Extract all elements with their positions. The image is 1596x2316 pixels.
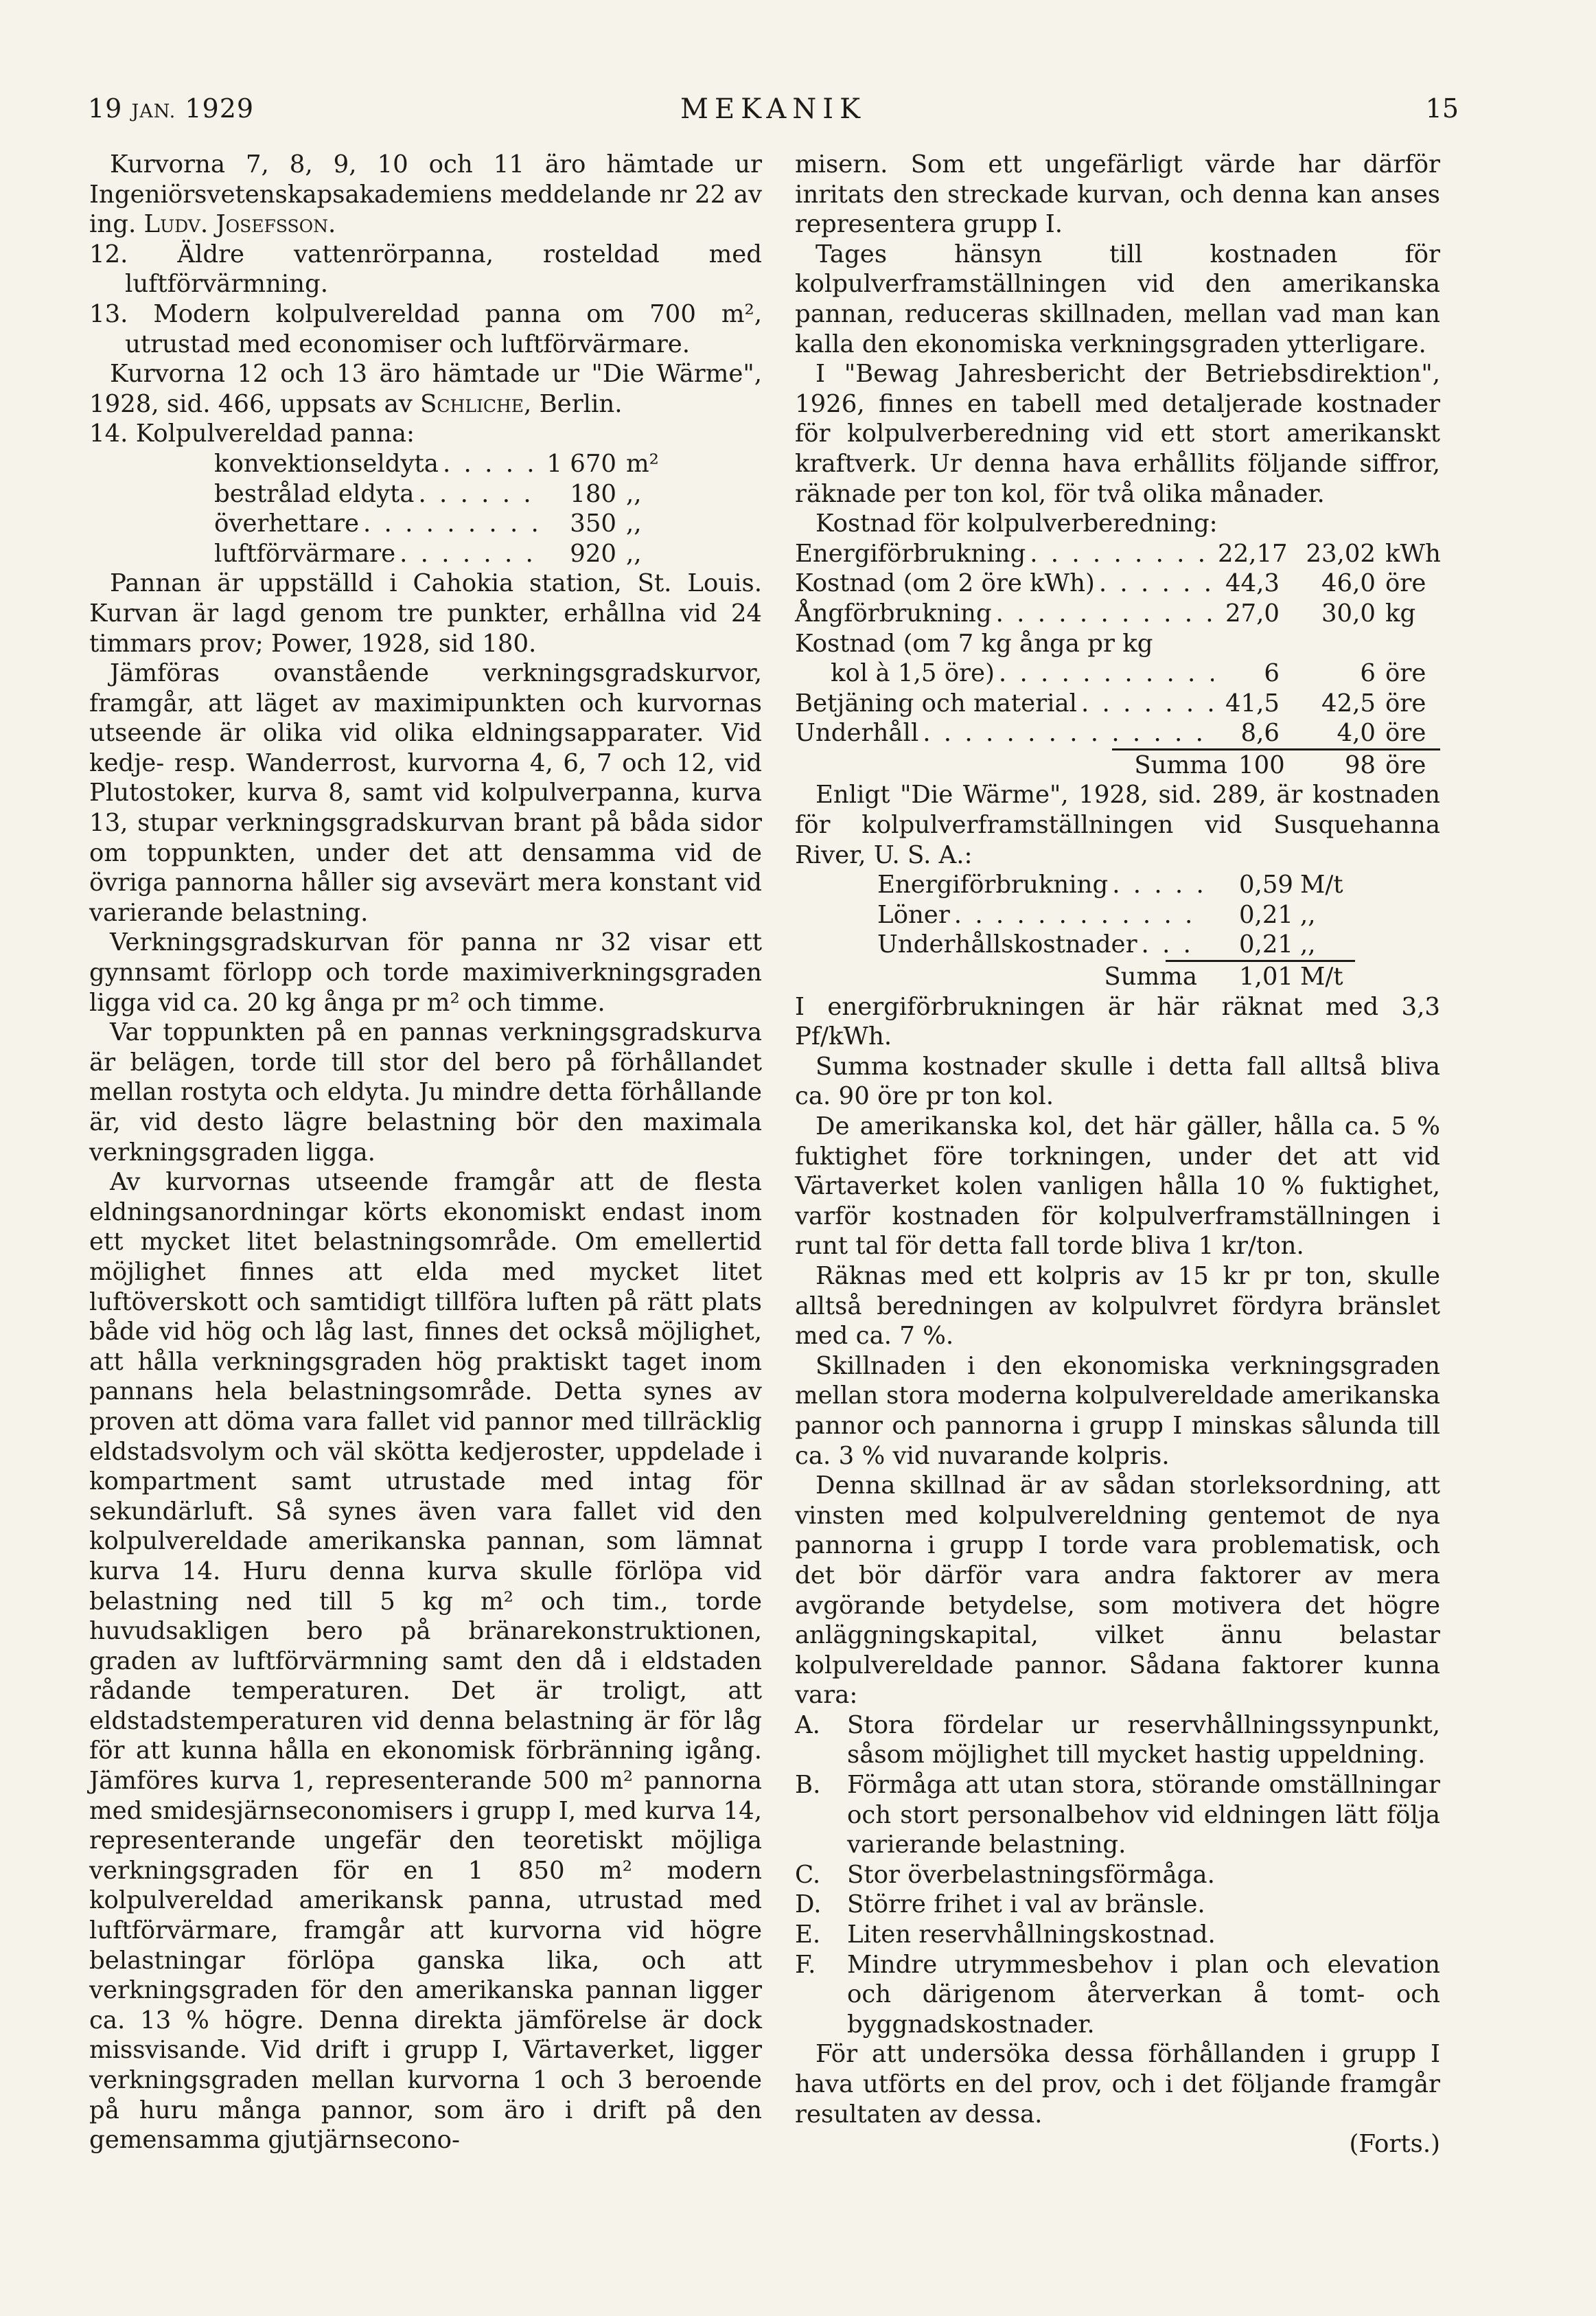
list-item: D. Större frihet i val av bränsle. (795, 1890, 1205, 1919)
paragraph: misern. Som ett ungefärligt värde har därför inritats den streckade kurvan, och denna kan anses representera grupp I. (795, 150, 1440, 239)
list-item-13: 13. Modern kolpulvereldad panna om 700 m², utrustad med economiser och luftförvärmare. (89, 299, 762, 358)
page-header (88, 93, 1459, 135)
list-item-12: 12. Äldre vattenrörpanna, rosteldad med luftförvärmning. (89, 240, 762, 299)
paragraph: Tages hänsyn till kostnaden för kolpulverframställningen vid den amerikanska pannan, reduceras skillnaden, mellan vad man kan kalla den ekonomiska verkningsgraden ytterligare. (795, 240, 1440, 358)
table-row: Betjäning och material . . . 41,5 42,5 öre (795, 689, 1440, 719)
right-column (795, 150, 1440, 2159)
factor-list (795, 1710, 1440, 2040)
magazine-title: MEKANIK (680, 93, 866, 125)
table-row: Ångförbrukning . . . 27,0 30,0 kg (795, 599, 1440, 629)
paragraph: Verkningsgradskurvan för panna nr 32 visar ett gynnsamt förlopp och torde maximiverkningsgraden ligga vid ca. 20 kg ånga pr m² och timme. (89, 928, 762, 1017)
paragraph: I energiförbrukningen är här räknat med 3,3 Pf/kWh. (795, 992, 1440, 1051)
sum-row: Summa 100 98 öre (1134, 750, 1426, 779)
table-title: Kostnad för kolpulverberedning: (816, 509, 1218, 538)
list-item-14: 14. Kolpulvereldad panna: (89, 420, 415, 448)
paragraph: Skillnaden i den ekonomiska verkningsgraden mellan stora moderna kolpulvereldade amerikanska pannor och pannorna i grupp I minskas sålunda till ca. 3 % vid nuvarande kolpris. (795, 1351, 1440, 1470)
paragraph: Pannan är uppställd i Cahokia station, St. Louis. Kurvan är lagd genom tre punkter, erhållna vid 24 timmars prov; Power, 1928, sid 180. (89, 569, 762, 658)
table-row: luftförvärmare . . . 920 ,, (214, 539, 688, 569)
table-row: kol à 1,5 öre) . . . 6 6 öre (795, 658, 1440, 689)
paragraph: Kurvorna 12 och 13 äro hämtade ur "Die Wärme", 1928, sid. 466, uppsats av Schliche, Berlin. (89, 360, 762, 418)
list-item: C. Stor överbelastningsförmåga. (795, 1860, 1215, 1889)
table-row: överhettare . . . 350 ,, (214, 509, 688, 539)
table-row: Energiförbrukning . . . 22,17 23,02 kWh (795, 539, 1440, 569)
sum-row: Summa 1,01 M/t (1104, 963, 1343, 991)
table-row: Löner . . . 0,21 ,, (877, 900, 1355, 930)
left-column (89, 150, 762, 2155)
list-item: A. Stora fördelar ur reservhållningssynpunkt, såsom möjlighet till mycket hastig uppeldning. (795, 1710, 1440, 1769)
table-row: Energiförbrukning . . . 0,59 M/t (877, 870, 1355, 900)
paragraph: Kurvorna 7, 8, 9, 10 och 11 äro hämtade ur Ingeniörsvetenskapsakademiens meddelande nr 22 av ing. Ludv. Josefsson. (89, 150, 762, 239)
paragraph: De amerikanska kol, det här gäller, hålla ca. 5 % fuktighet före torkningen, under det att vid Värtaverket kolen vanligen hålla 10 % fuktighet, varför kostnaden för kolpulverframställningen i runt tal för detta fall torde bliva 1 kr/ton. (795, 1112, 1440, 1261)
paragraph: Av kurvornas utseende framgår att de flesta eldningsanordningar körts ekonomiskt endast inom ett mycket litet belastningsområde. Om emellertid möjlighet finnes att elda med mycket litet luftöverskott och samtidigt tillföra luften på rätt plats både vid hög och låg last, finnes det också möjlighet, att hålla verkningsgraden hög praktiskt taget inom pannans hela belastningsområde. Detta synes av proven att döma vara fallet vid pannor med tillräcklig eldstadsvolym och väl skötta kedjeroster, uppdelade i kompartment samt utrustade med intag för sekundärluft. Så synes även vara fallet vid den kolpulvereldade amerikanska pannan, som lämnat kurva 14. Huru denna kurva skulle förlöpa vid belastning ned till 5 kg m² och tim., torde huvudsakligen bero på bränarekonstruktionen, graden av luftförvärmning samt den då i eldstaden rådande temperaturen. Det är troligt, att eldstadstemperaturen vid denna belastning är för låg för att kunna hålla en ekonomisk förbränning igång. Jämföres kurva 1, representerande 500 m² pannorna med smidesjärnseconomisers i grupp I, med kurva 14, representerande ungefär den teoretiskt möjliga verkningsgraden för en 1 850 m² modern kolpulvereldad amerikansk panna, utrustad med luftförvärmare, framgår att kurvorna vid högre belastningar förlöpa ganska lika, och att verkningsgraden för den amerikanska pannan ligger ca. 13 % högre. Denna direkta jämförelse är dock missvisande. Vid drift i grupp I, Värtaverket, ligger verkningsgraden mellan kurvorna 1 och 3 beroende på huru många pannor, som äro i drift på den gemensamma gjutjärnsecono- (89, 1168, 762, 2155)
table-row: Kostnad (om 2 öre kWh) . . . 44,3 46,0 öre (795, 569, 1440, 599)
paragraph: I "Bewag Jahresbericht der Betriebsdirektion", 1926, finnes en tabell med detaljerade kostnader för kolpulverberedning vid ett stort amerikanskt kraftverk. Ur denna hava erhållits följande siffror, räknade per ton kol, för två olika månader. (795, 360, 1440, 508)
table-row: bestrålad eldyta . . . 180 ,, (214, 479, 688, 509)
table-row: Underhållskostnader . . . 0,21 ,, (877, 930, 1355, 960)
paragraph: Räknas med ett kolpris av 15 kr pr ton, skulle alltså beredningen av kolpulvret fördyra bränslet med ca. 7 %. (795, 1261, 1440, 1351)
issue-date: 19 JAN. 1929 (88, 93, 255, 124)
pulverizing-cost-table (795, 539, 1440, 781)
paragraph: Summa kostnader skulle i detta fall alltså bliva ca. 90 öre pr ton kol. (795, 1052, 1440, 1111)
susquehanna-cost-table (795, 870, 1355, 991)
list-item: F. Mindre utrymmesbehov i plan och elevation och därigenom återverkan å tomt- och byggnadskostnader. (795, 1950, 1440, 2039)
table-row: Underhåll . . . 8,6 4,0 öre (795, 718, 1440, 748)
page-number: 15 (1425, 93, 1459, 124)
paragraph: Denna skillnad är av sådan storleksordning, att vinsten med kolpulvereldning gentemot de nya pannorna i grupp I torde vara problematisk, och det bör därför vara andra faktorer av mera avgörande betydelse, som motivera det högre anläggningskapital, vilket ännu belastar kolpulvereldade pannor. Sådana faktorer kunna vara: (795, 1471, 1440, 1710)
list-item: E. Liten reservhållningskostnad. (795, 1921, 1216, 1949)
boiler-spec-table (89, 449, 688, 569)
continued-note: (Forts.) (1349, 2130, 1440, 2159)
paragraph: För att undersöka dessa förhållanden i grupp I hava utförts en del prov, och i det följande framgår resultaten av dessa. (795, 2040, 1440, 2129)
paragraph: Jämföras ovanstående verkningsgradskurvor, framgår, att läget av maximipunkten och kurvornas utseende är olika vid olika eldningsapparater. Vid kedje- resp. Wanderrost, kurvorna 4, 6, 7 och 12, vid Plutostoker, kurva 8, samt vid kolpulverpanna, kurva 13, stupar verkningsgradskurvan brant på båda sidor om toppunkten, under det att densamma vid de övriga pannorna håller sig avsevärt mera konstant vid varierande belastning. (89, 659, 762, 927)
list-item: B. Förmåga att utan stora, störande omställningar och stort personalbehov vid eldningen lätt följa varierande belastning. (795, 1771, 1440, 1859)
paragraph: Enligt "Die Wärme", 1928, sid. 289, är kostnaden för kolpulverframställningen vid Susquehanna River, U. S. A.: (795, 781, 1440, 869)
table-row: konvektionseldyta . . . 1 670 m² (214, 449, 688, 479)
paragraph: Var toppunkten på en pannas verkningsgradskurva är belägen, torde till stor del bero på förhållandet mellan rostyta och eldyta. Ju mindre detta förhållande är, vid desto lägre belastning bör den maximala verkningsgraden ligga. (89, 1018, 762, 1167)
table-row: Kostnad (om 7 kg ånga pr kg (795, 629, 1153, 658)
